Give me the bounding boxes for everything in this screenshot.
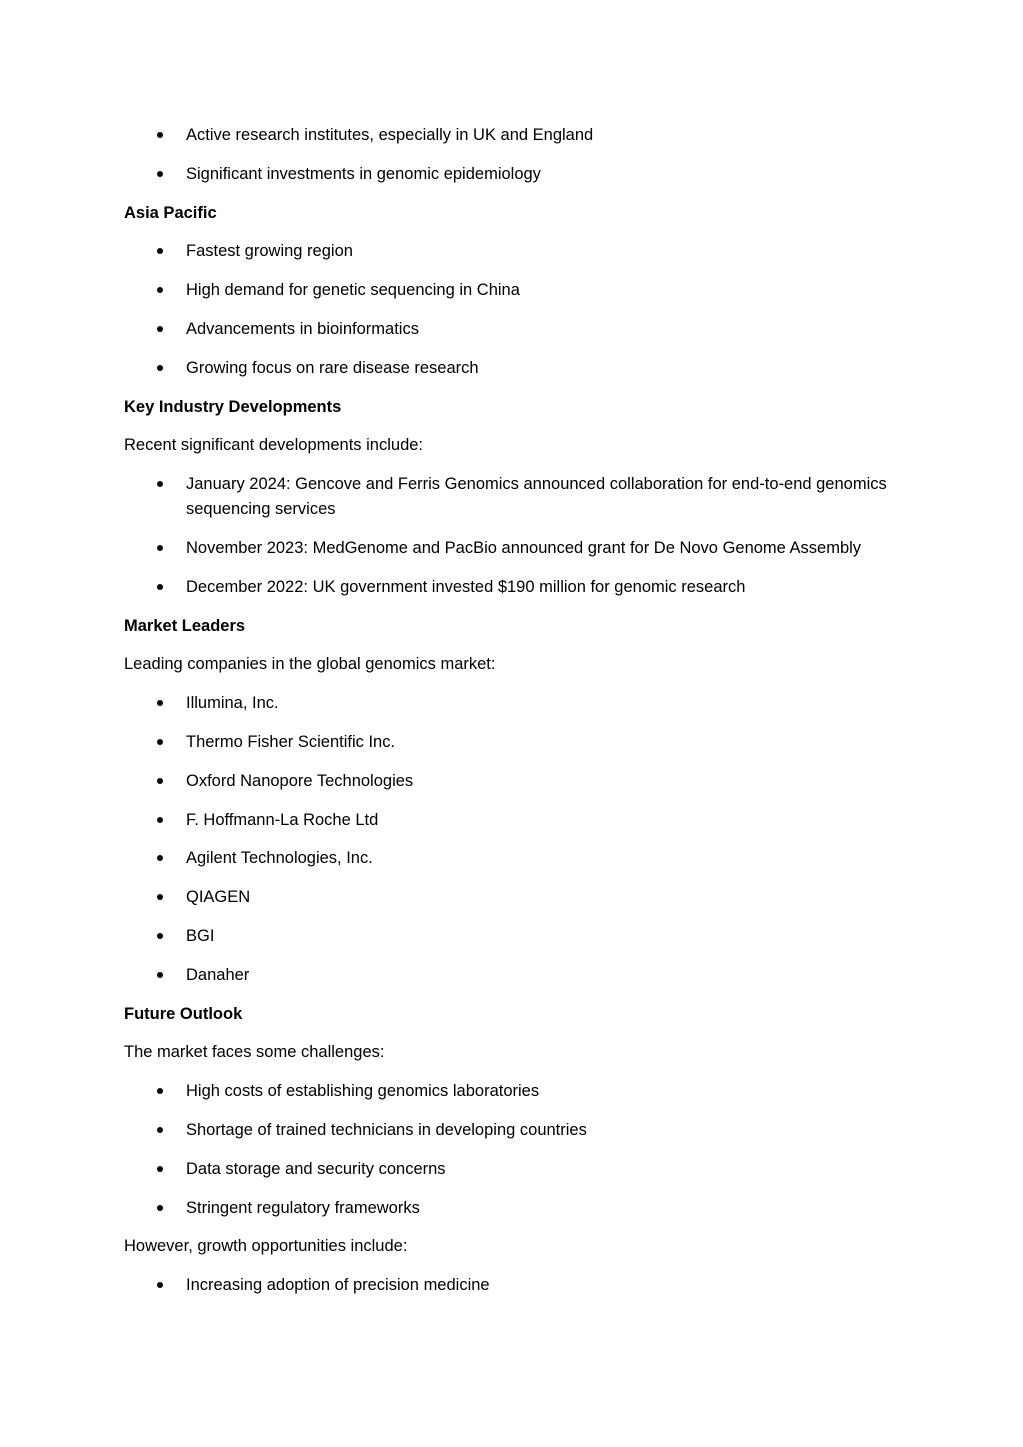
list-item-text: High costs of establishing genomics laboratories	[186, 1082, 540, 1101]
list-item-text: Agilent Technologies, Inc.	[186, 849, 373, 868]
list-item-text: Danaher	[186, 965, 250, 984]
list-item-text: Oxford Nanopore Technologies	[186, 771, 414, 790]
list-item	[124, 1079, 904, 1104]
list-item-text: F. Hoffmann-La Roche Ltd	[186, 810, 379, 829]
bullet-icon	[157, 1282, 163, 1288]
bullet-icon	[157, 1166, 163, 1172]
paragraph: However, growth opportunities include:	[124, 1237, 408, 1256]
list-item-text: Advancements in bioinformatics	[186, 319, 419, 338]
section-heading: Key Industry Developments	[124, 397, 342, 416]
list-item	[124, 1196, 904, 1221]
bullet-icon	[157, 365, 163, 371]
bullet-icon	[157, 584, 163, 590]
bullet-icon	[157, 545, 163, 551]
list-item	[124, 691, 904, 716]
bullet-list	[124, 1273, 904, 1298]
list-item	[124, 317, 904, 342]
list-item	[124, 123, 904, 148]
list-item	[124, 846, 904, 871]
bullet-icon	[157, 778, 163, 784]
list-item-text: BGI	[186, 926, 215, 945]
bullet-icon	[157, 132, 163, 138]
document-body	[124, 123, 904, 1312]
list-item-text: Increasing adoption of precision medicine	[186, 1276, 490, 1295]
bullet-icon	[157, 171, 163, 177]
bullet-icon	[157, 972, 163, 978]
list-item	[124, 1118, 904, 1143]
list-item	[124, 924, 904, 949]
list-item	[124, 239, 904, 264]
paragraph: Recent significant developments include:	[124, 436, 424, 455]
paragraph: The market faces some challenges:	[124, 1043, 385, 1062]
bullet-icon	[157, 248, 163, 254]
bullet-icon	[157, 287, 163, 293]
paragraph: Leading companies in the global genomics market:	[124, 655, 496, 674]
bullet-icon	[157, 481, 163, 487]
bullet-list	[124, 239, 904, 380]
list-item-text: December 2022: UK government invested $190 million for genomic research	[186, 577, 746, 596]
list-item	[124, 536, 904, 561]
list-item-text: Active research institutes, especially in UK and England	[186, 126, 594, 144]
bullet-list	[124, 472, 904, 600]
list-item-text: January 2024: Gencove and Ferris Genomics announced collaboration for end-to-end genomics sequencing services	[186, 475, 887, 519]
list-item-text: Data storage and security concerns	[186, 1159, 446, 1178]
section-heading: Future Outlook	[124, 1004, 243, 1023]
list-item	[124, 963, 904, 988]
bullet-list	[124, 691, 904, 988]
list-item	[124, 1273, 904, 1298]
list-item	[124, 885, 904, 910]
list-item	[124, 769, 904, 794]
list-item	[124, 278, 904, 303]
section-heading: Market Leaders	[124, 616, 246, 635]
bullet-icon	[157, 326, 163, 332]
bullet-icon	[157, 894, 163, 900]
list-item-text: High demand for genetic sequencing in China	[186, 281, 520, 300]
list-item	[124, 472, 904, 522]
list-item	[124, 808, 904, 833]
bullet-icon	[157, 855, 163, 861]
list-item	[124, 575, 904, 600]
bullet-icon	[157, 739, 163, 745]
bullet-icon	[157, 700, 163, 706]
list-item	[124, 162, 904, 187]
list-item	[124, 730, 904, 755]
list-item	[124, 356, 904, 381]
list-item-text: Significant investments in genomic epidemiology	[186, 164, 541, 183]
list-item-text: Illumina, Inc.	[186, 694, 279, 713]
list-item-text: Stringent regulatory frameworks	[186, 1198, 420, 1217]
bullet-icon	[157, 1088, 163, 1094]
list-item-text: QIAGEN	[186, 888, 251, 907]
bullet-list	[124, 123, 904, 187]
list-item-text: Growing focus on rare disease research	[186, 358, 479, 377]
list-item-text: November 2023: MedGenome and PacBio announced grant for De Novo Genome Assembly	[186, 538, 862, 557]
bullet-icon	[157, 817, 163, 823]
list-item-text: Thermo Fisher Scientific Inc.	[186, 732, 396, 751]
bullet-list	[124, 1079, 904, 1220]
list-item-text: Fastest growing region	[186, 242, 353, 261]
section-heading: Asia Pacific	[124, 203, 217, 222]
list-item-text: Shortage of trained technicians in developing countries	[186, 1120, 587, 1139]
bullet-icon	[157, 1127, 163, 1133]
list-item	[124, 1157, 904, 1182]
bullet-icon	[157, 933, 163, 939]
bullet-icon	[157, 1205, 163, 1211]
